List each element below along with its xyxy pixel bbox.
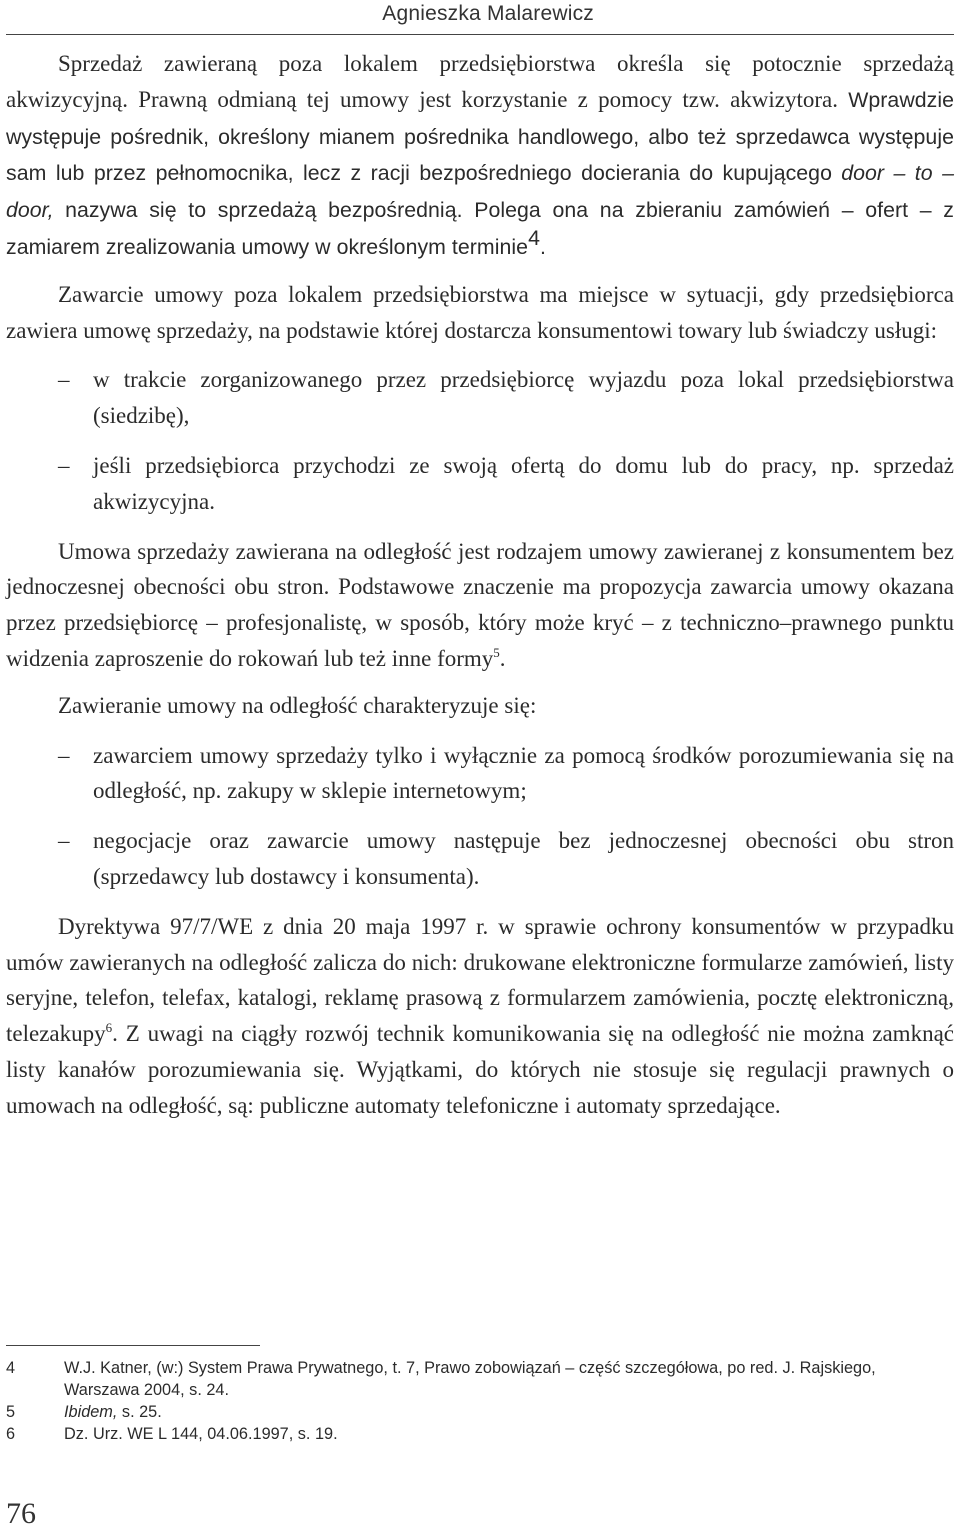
footnote-text: W.J. Katner, (w:) System Prawa Prywatnego, t. 7, Prawo zobowiązań – część szczegółowa, po red. J. Rajskiego, Warszawa 2004, s. 24. — [64, 1359, 876, 1399]
footnotes — [6, 1357, 954, 1445]
paragraph-3-text: Umowa sprzedaży zawierana na odległość jest rodzajem umowy zawieranej z konsumentem bez jednoczesnej obecności obu stron. Podstawowe znaczenie ma propozycja zawarcia umowy okazana przez przedsiębiorcę – profesjonalistę, w sposób, który może kryć – z techniczno–prawnego punktu widzenia zaproszenie do rokowań lub też inne formy — [6, 538, 954, 671]
dash-marker: – — [58, 742, 70, 768]
page-number: 76 — [6, 1497, 36, 1530]
main-text — [6, 46, 954, 1124]
footnote-text: s. 25. — [117, 1403, 162, 1421]
list-item-text: negocjacje oraz zawarcie umowy następuje bez jednoczesnej obecności obu stron (sprzedawcy lub dostawcy i konsumenta). — [93, 828, 954, 889]
running-head-author: Agnieszka Malarewicz — [382, 2, 594, 25]
footnote-text: Dz. Urz. WE L 144, 04.06.1997, s. 19. — [64, 1425, 338, 1443]
paragraph-2: Zawarcie umowy poza lokalem przedsiębiorstwa ma miejsce w sytuacji, gdy przedsiębiorca zawiera umowę sprzedaży, na podstawie której dostarcza konsumentowi towary lub świadczy usługi: — [6, 281, 954, 343]
footnote-number: 5 — [6, 1403, 16, 1421]
list-item — [6, 738, 954, 810]
footnote-ref-4[interactable]: 4 — [528, 225, 540, 250]
dash-marker: – — [58, 367, 70, 393]
dash-marker: – — [58, 452, 70, 478]
list-item-text: zawarciem umowy sprzedaży tylko i wyłącznie za pomocą środków porozumiewania się na odległość, np. zakupy w sklepie internetowym; — [93, 742, 954, 804]
door-to-door-phrase: door – to – door, — [6, 161, 954, 223]
list-item-text: w trakcie zorganizowanego przez przedsiębiorcę wyjazdu poza lokal przedsiębiorstwa (siedzibę), — [93, 367, 954, 429]
list-distance-contract — [6, 738, 954, 895]
paragraph-1-sans: Wprawdzie występuje pośrednik, określony mianem pośrednika handlowego, albo też sprzedawca występuje sam lub przez pełnomocnika, lecz z racji bezpośredniego docierania do kupującego — [6, 87, 955, 186]
footnote-6 — [6, 1423, 954, 1445]
paragraph-3-period: . — [499, 645, 506, 671]
list-item — [6, 823, 954, 895]
footnote-rule — [6, 1345, 260, 1346]
footnote-number: 6 — [6, 1425, 16, 1443]
footnote-ref-6[interactable]: 6 — [105, 1020, 113, 1036]
paragraph-1-sans-end: nazywa się to sprzedażą bezpośrednią. Polega ona na zbieraniu zamówień – ofert – z zamiarem zrealizowania umowy w określonym terminie — [6, 198, 954, 259]
list-item — [6, 362, 954, 434]
footnote-ibidem: Ibidem, — [64, 1403, 118, 1421]
paragraph-4: Zawieranie umowy na odległość charakteryzuje się: — [58, 692, 537, 718]
footnote-ref-5[interactable]: 5 — [493, 644, 500, 660]
footnote-number: 4 — [6, 1359, 16, 1377]
paragraph-5-text: Dyrektywa 97/7/WE z dnia 20 maja 1997 r. w sprawie ochrony konsumentów w przypadku umów zawieranych na odległość zalicza do nich: drukowane elektroniczne formularze zamówień, listy seryjne, telefon, telefax, katalogi, reklamę prasową z formularzem zamówienia, pocztę elektroniczną, telezakupy — [6, 913, 954, 1047]
paragraph-1-period: . — [539, 234, 546, 259]
footnote-5 — [6, 1401, 954, 1423]
list-item-text: jeśli przedsiębiorca przychodzi ze swoją ofertą do domu lub do pracy, np. sprzedaż akwizycyjna. — [93, 452, 954, 514]
list-item — [6, 448, 954, 520]
paragraph-5 — [6, 909, 954, 1124]
dash-marker: – — [58, 828, 70, 854]
paragraph-1-serif: Sprzedaż zawieraną poza lokalem przedsiębiorstwa określa się potocznie sprzedażą akwizycyjną. Prawną odmianą tej umowy jest korzystanie z pomocy tzw. akwizytora. — [6, 51, 954, 112]
footnote-4 — [6, 1357, 954, 1401]
paragraph-1 — [6, 46, 954, 266]
paragraph-5-tail: . Z uwagi na ciągły rozwój technik komunikowania się na odległość nie można zamknąć listy kanałów porozumiewania się. Wyjątkami, do których nie stosuje się regulacji prawnych o umowach na odległość, są: publiczne automaty telefoniczne i automaty sprzedające. — [6, 1021, 954, 1118]
header-rule — [6, 34, 954, 35]
list-off-premises — [6, 362, 954, 519]
paragraph-3 — [6, 534, 954, 677]
